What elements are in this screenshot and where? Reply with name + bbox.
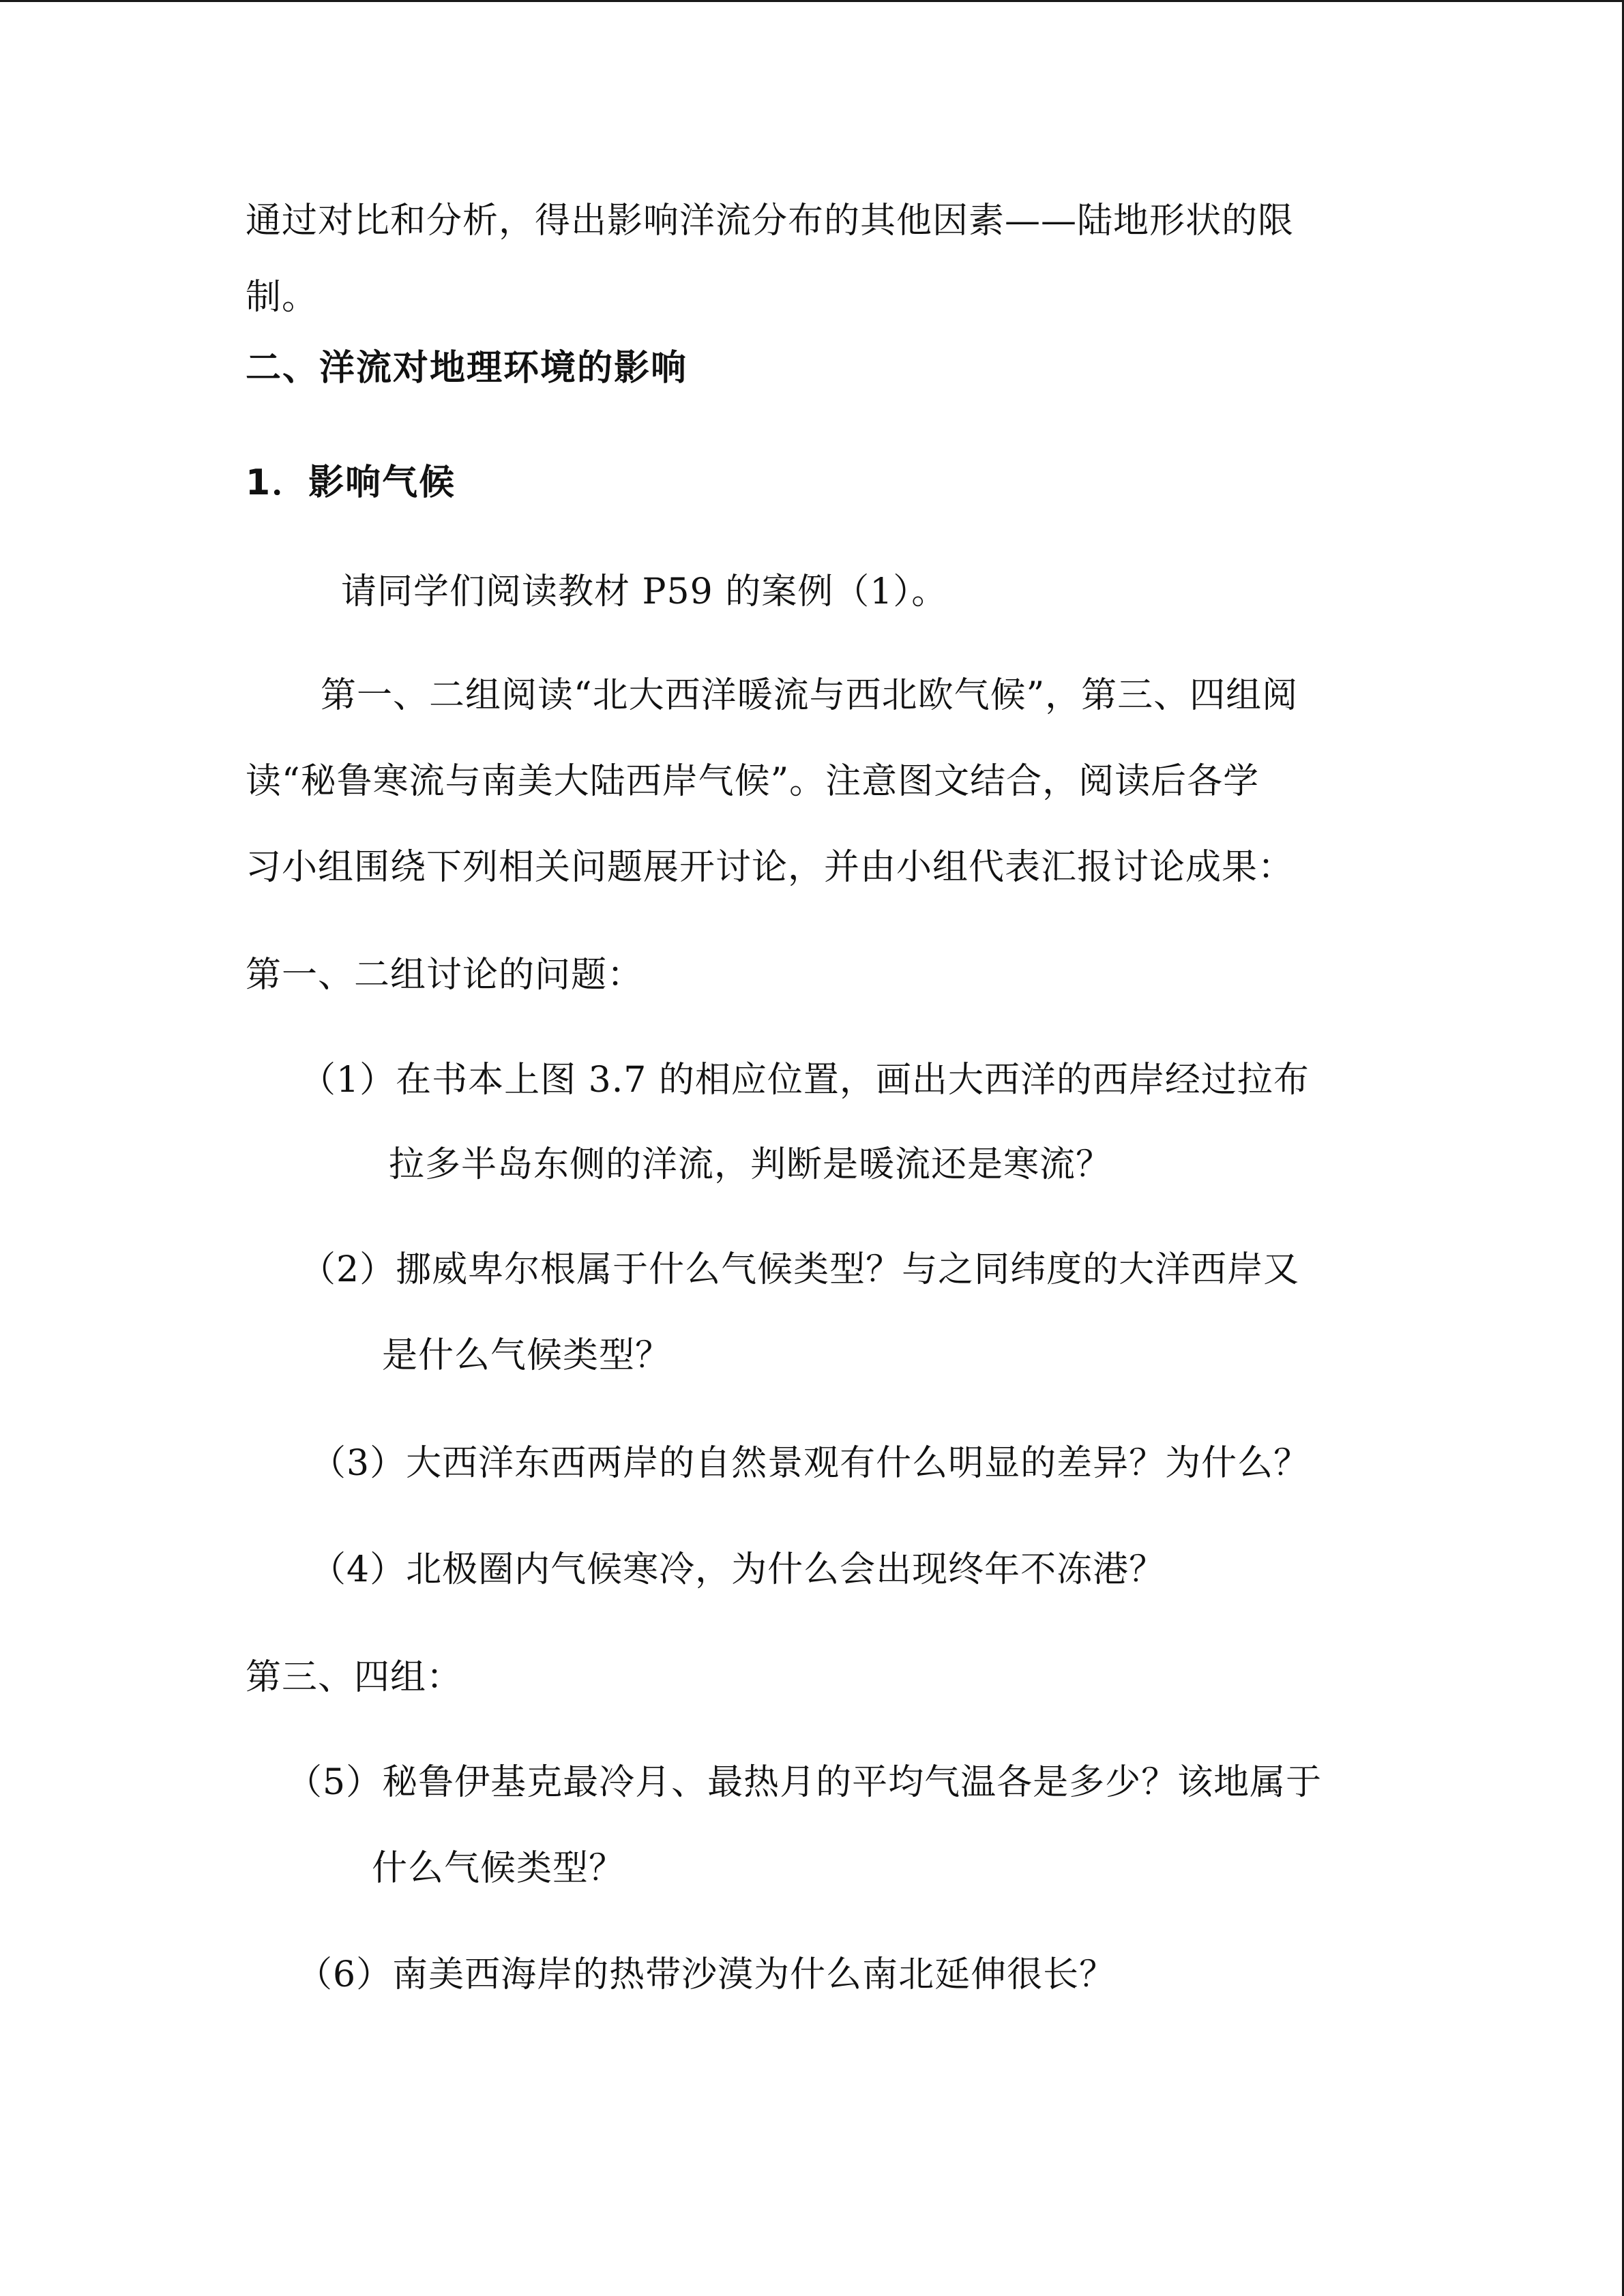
question-4: （4）北极圈内气候寒冷，为什么会出现终年不冻港？	[310, 1549, 1166, 1590]
task-line-3: 习小组围绕下列相关问题展开讨论，并由小组代表汇报讨论成果：	[246, 847, 1295, 888]
intro-line-2: 制。	[246, 277, 319, 318]
question-1-line-2: 拉多半岛东侧的洋流，判断是暖流还是寒流？	[389, 1144, 1112, 1185]
question-3: （3）大西洋东西两岸的自然景观有什么明显的差异？为什么？	[310, 1443, 1310, 1484]
question-2-line-2: 是什么气候类型？	[382, 1335, 672, 1376]
question-5-line-1: （5）秘鲁伊基克最冷月、最热月的平均气温各是多少？该地属于	[286, 1762, 1323, 1803]
page-top-border	[0, 0, 1624, 2]
task-line-1: 第一、二组阅读“北大西洋暖流与西北欧气候”，第三、四组阅	[321, 675, 1299, 716]
group12-heading: 第一、二组讨论的问题：	[246, 955, 644, 996]
section-title: 二、洋流对地理环境的影响	[246, 348, 688, 389]
subsection-title: 1．影响气候	[246, 462, 456, 503]
task-line-2: 读“秘鲁寒流与南美大陆西岸气候”。注意图文结合，阅读后各学	[246, 761, 1260, 802]
question-6: （6）南美西海岸的热带沙漠为什么南北延伸很长？	[297, 1954, 1116, 1995]
question-1-line-1: （1）在书本上图 3.7 的相应位置，画出大西洋的西岸经过拉布	[300, 1060, 1310, 1101]
question-5-line-2: 什么气候类型？	[372, 1848, 625, 1889]
intro-line-1: 通过对比和分析，得出影响洋流分布的其他因素——陆地形状的限	[246, 200, 1295, 241]
question-2-line-1: （2）挪威卑尔根属于什么气候类型？与之同纬度的大洋西岸又	[300, 1249, 1300, 1290]
instruction-paragraph: 请同学们阅读教材 P59 的案例（1）。	[341, 571, 948, 612]
group34-heading: 第三、四组：	[246, 1657, 463, 1698]
